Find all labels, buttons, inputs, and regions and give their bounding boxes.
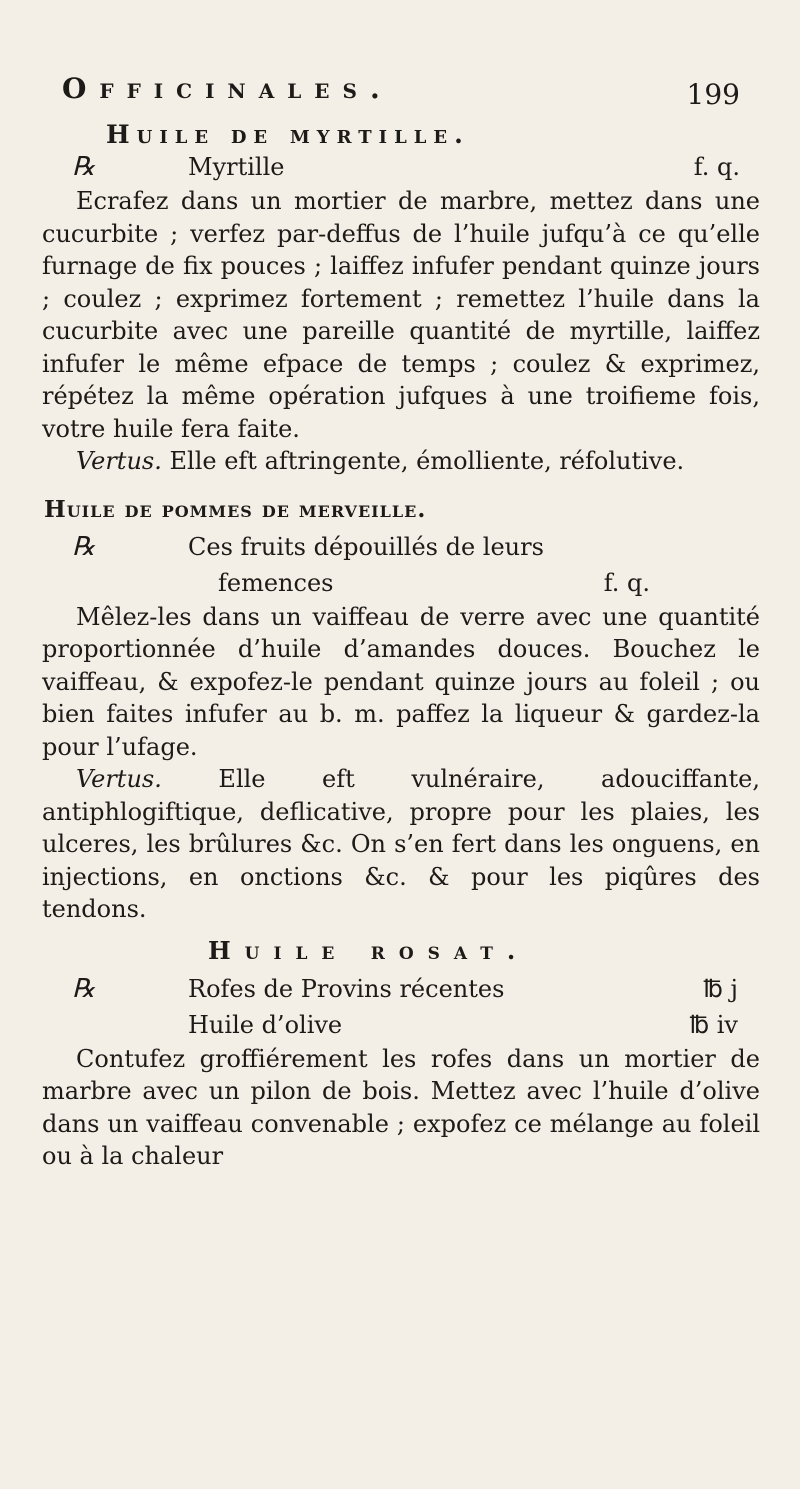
section-title-myrtille: Huile de myrtille. <box>106 120 470 149</box>
virtues-label: Vertus. <box>76 447 162 475</box>
ingredient-quantity: f. q. <box>693 153 740 181</box>
recipe-instructions <box>42 1043 760 1173</box>
section-title-pommes: Huile de pommes de merveille. <box>44 495 427 523</box>
ingredient-quantity: ℔ j <box>703 974 738 1003</box>
instructions-text: Mêlez-les dans un vaiffeau de verre avec une quantité proportionnée d’huile d’amandes douces. Bouchez le vaiffeau, & expofez-le pendant quinze jours au foleil ; ou bien faites infufer au b. m. paffez la liqueur & gardez-la pour l’ufage. <box>42 602 760 761</box>
section-title-rosat: Huile rosat. <box>208 935 530 965</box>
ingredient-quantity: ℔ iv <box>689 1010 738 1039</box>
virtues-paragraph <box>42 763 760 926</box>
ingredient-name: Myrtille <box>188 153 285 181</box>
running-head <box>62 72 760 116</box>
recipe-ingredient-continued <box>42 565 760 601</box>
recipe-ingredient <box>42 971 760 1007</box>
recipe-ingredient <box>42 149 760 185</box>
running-title: Officinales. <box>62 72 393 105</box>
ingredient-name: Ces fruits dépouillés de leurs <box>188 532 544 561</box>
instructions-text: Ecrafez dans un mortier de marbre, mettez dans une cucurbite ; verfez par-deffus de l’huile jufqu’à ce qu’elle furnage de fix pouces ; laiffez infufer pendant quinze jours ; coulez ; exprimez fortement ; remettez l’huile dans la cucurbite avec une pareille quantité de myrtille, laiffez infufer le même efpace de temps ; coulez & exprimez, répétez la même opération jufques à une troifieme fois, votre huile fera faite. <box>42 187 760 443</box>
recipe-symbol-icon: ℞ <box>72 152 96 182</box>
virtues-label: Vertus. <box>76 765 162 793</box>
virtues-text: Elle eft aftringente, émolliente, réfolutive. <box>169 447 685 475</box>
recipe-symbol-icon: ℞ <box>72 531 96 562</box>
ingredient-quantity: f. q. <box>603 568 650 597</box>
ingredient-name: Huile d’olive <box>188 1010 343 1039</box>
recipe-instructions <box>42 601 760 764</box>
recipe-instructions <box>42 185 760 445</box>
ingredient-name: Rofes de Provins récentes <box>188 974 505 1003</box>
instructions-text: Contufez groffiérement les rofes dans un mortier de marbre avec un pilon de bois. Mettez avec l’huile d’olive dans un vaiffeau convenable ; expofez ce mélange au foleil ou à la chaleur <box>42 1044 760 1170</box>
recipe-symbol-icon: ℞ <box>72 973 96 1004</box>
ingredient-name-continued: femences <box>218 568 334 597</box>
page-number: 199 <box>686 78 740 111</box>
virtues-paragraph <box>42 445 760 478</box>
recipe-ingredient <box>42 529 760 565</box>
virtues-text: Elle eft vulnéraire, adouciffante, antiphlogiftique, deflicative, propre pour les plaies, les ulceres, les brûlures &c. On s’en fert dans les onguens, en injections, en onctions &c. & pour les piqûres des tendons. <box>42 765 760 923</box>
recipe-ingredient <box>42 1007 760 1043</box>
